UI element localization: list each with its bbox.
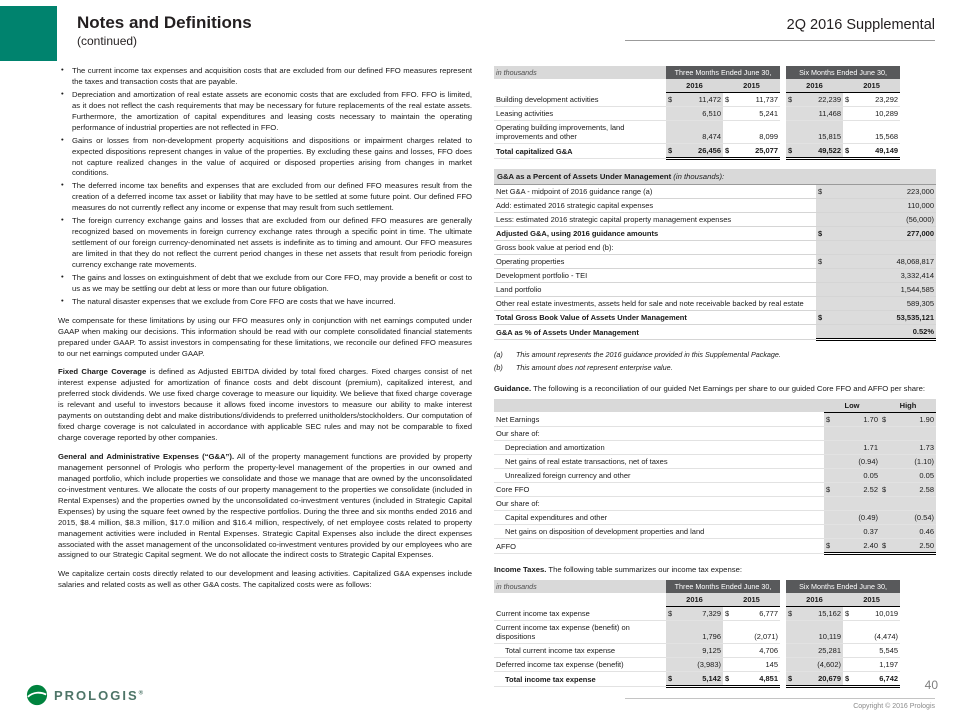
- value-cell: 22,239: [795, 93, 843, 107]
- value-cell: 0.52%: [829, 325, 936, 340]
- value-cell: 1,197: [852, 657, 900, 671]
- value-cell: 8,099: [732, 121, 780, 144]
- value-cell: [889, 426, 936, 440]
- table-row: [494, 510, 936, 524]
- currency-cell: $: [880, 482, 889, 496]
- value-cell: 6,742: [852, 671, 900, 686]
- table-row: [494, 311, 936, 325]
- paragraph-text: We capitalize certain costs directly related to our development and leasing activities. Capitalized G&A expenses include salaries and related costs as well as other G&A costs. The capitalized costs were as follows:: [58, 569, 472, 590]
- currency-cell: $: [824, 412, 833, 426]
- year-header: 2016: [786, 79, 843, 93]
- registered-mark: ®: [138, 690, 146, 697]
- year-header: 2015: [843, 593, 900, 607]
- row-label: Leasing activities: [494, 107, 666, 121]
- table-row: [494, 107, 900, 121]
- value-cell: 4,706: [732, 643, 780, 657]
- currency-cell: $: [723, 93, 732, 107]
- row-label: Operating building improvements, land improvements and other: [494, 121, 666, 144]
- currency-cell: [880, 454, 889, 468]
- table-row: [494, 241, 936, 255]
- value-cell: 1.70: [833, 412, 880, 426]
- value-cell: 15,568: [852, 121, 900, 144]
- value-cell: 1.73: [889, 440, 936, 454]
- bullet-item: • The current income tax expenses and acquisition costs that are excluded from our defined FFO measures represent the taxes and transaction costs that are payable.: [58, 66, 472, 88]
- value-cell: 15,815: [795, 121, 843, 144]
- value-cell: 1,796: [675, 620, 723, 643]
- currency-cell: [824, 426, 833, 440]
- row-label: Adjusted G&A, using 2016 guidance amounts: [494, 227, 816, 241]
- currency-cell: [666, 657, 675, 671]
- currency-cell: [723, 121, 732, 144]
- currency-cell: [880, 426, 889, 440]
- value-cell: 2.58: [889, 482, 936, 496]
- value-cell: 145: [732, 657, 780, 671]
- table-row: [494, 606, 900, 620]
- currency-cell: [824, 524, 833, 538]
- row-label: Gross book value at period end (b):: [494, 241, 816, 255]
- paragraph-income-taxes-intro: [494, 565, 936, 576]
- value-cell: 5,142: [675, 671, 723, 686]
- bullet-item: • The foreign currency exchange gains and losses that are excluded from our defined FFO measures are generally recognized based on movements in foreign currency exchange rates through a specific point in time. The ultimate settlement of our foreign currency-denominated net assets is indefinite as to timing and amount. Our FFO measures are limited in that they do not reflect the current period changes in these net assets that result from periodic foreign currency exchange rate movements.: [58, 216, 472, 271]
- currency-cell: [816, 283, 829, 297]
- table-row: [494, 496, 936, 510]
- currency-cell: $: [824, 482, 833, 496]
- value-cell: 1.90: [889, 412, 936, 426]
- value-cell: 25,077: [732, 144, 780, 159]
- value-cell: 2.40: [833, 538, 880, 553]
- currency-cell: [816, 241, 829, 255]
- value-cell: 1,544,585: [829, 283, 936, 297]
- year-header: 2016: [786, 593, 843, 607]
- bullet-item: • The deferred income tax benefits and expenses that are excluded from our defined FFO measures result from the creation of a deferred income tax asset or liability that may have to be settled at some future point. Our defined FFO measures do not currently reflect any income or expense that may result from such settlement.: [58, 181, 472, 214]
- table-row: [494, 440, 936, 454]
- page-number: 40: [924, 678, 938, 692]
- value-cell: (0.49): [833, 510, 880, 524]
- copyright-text: Copyright © 2016 Prologis: [625, 698, 935, 710]
- currency-cell: $: [843, 144, 852, 159]
- brand-color-block: [0, 6, 57, 61]
- row-label: Depreciation and amortization: [494, 440, 824, 454]
- footnote-a: [494, 350, 936, 361]
- value-cell: 4,851: [732, 671, 780, 686]
- value-cell: 223,000: [829, 185, 936, 199]
- footnote-mark: (a): [494, 350, 503, 360]
- currency-cell: $: [843, 606, 852, 620]
- currency-cell: [786, 643, 795, 657]
- page-title: Notes and Definitions: [77, 13, 252, 32]
- value-cell: 49,522: [795, 144, 843, 159]
- currency-cell: [843, 107, 852, 121]
- row-label: Current income tax expense: [494, 606, 666, 620]
- value-cell: 5,241: [732, 107, 780, 121]
- year-header: 2015: [843, 79, 900, 93]
- table-row: [494, 199, 936, 213]
- currency-cell: [824, 440, 833, 454]
- page-subtitle: (continued): [77, 34, 138, 48]
- currency-cell: [880, 524, 889, 538]
- value-cell: 0.37: [833, 524, 880, 538]
- prologis-globe-icon: [26, 684, 48, 706]
- currency-cell: [843, 121, 852, 144]
- footnote-mark: (b): [494, 363, 503, 373]
- row-label: Our share of:: [494, 496, 824, 510]
- value-cell: 10,019: [852, 606, 900, 620]
- value-cell: 2.50: [889, 538, 936, 553]
- currency-cell: $: [786, 93, 795, 107]
- value-cell: 48,068,817: [829, 255, 936, 269]
- paragraph-text: We compensate for these limitations by using our FFO measures only in conjunction with net earnings computed under GAAP when making our decisions. This information should be read with our complete consolidated financial statements prepared under GAAP. To assist investors in compensating for these limitations, we reconcile our defined FFO measures to our net earnings computed under GAAP.: [58, 315, 472, 358]
- value-cell: (2,071): [732, 620, 780, 643]
- row-label: Capital expenditures and other: [494, 510, 824, 524]
- empty-cell: [494, 79, 666, 93]
- prologis-wordmark: [54, 688, 145, 703]
- table-row: [494, 657, 900, 671]
- table-row: [494, 524, 936, 538]
- table-units-label: in thousands: [494, 66, 666, 79]
- currency-cell: [723, 620, 732, 643]
- currency-cell: [816, 297, 829, 311]
- table-row: [494, 227, 936, 241]
- row-label: Other real estate investments, assets held for sale and note receivable backed by real estate: [494, 297, 816, 311]
- row-label: Core FFO: [494, 482, 824, 496]
- row-label: Total Gross Book Value of Assets Under Management: [494, 311, 816, 325]
- row-label: Development portfolio - TEI: [494, 269, 816, 283]
- bullet-item: • The natural disaster expenses that we exclude from Core FFO are costs that we have incurred.: [58, 297, 472, 308]
- currency-cell: [786, 121, 795, 144]
- table-row: [494, 620, 900, 643]
- currency-cell: [786, 107, 795, 121]
- currency-cell: [786, 620, 795, 643]
- currency-cell: [843, 620, 852, 643]
- col-group-header: Three Months Ended June 30,: [666, 66, 780, 79]
- value-cell: (4,602): [795, 657, 843, 671]
- currency-cell: [786, 657, 795, 671]
- value-cell: 6,777: [732, 606, 780, 620]
- value-cell: (0.54): [889, 510, 936, 524]
- table-row: [494, 482, 936, 496]
- table-row: [494, 213, 936, 227]
- currency-cell: [816, 213, 829, 227]
- currency-cell: $: [786, 671, 795, 686]
- table-row: [494, 643, 900, 657]
- currency-cell: $: [723, 606, 732, 620]
- currency-cell: $: [816, 227, 829, 241]
- paragraph-text: The following is a reconciliation of our guided Net Earnings per share to our guided Core FFO and AFFO per share:: [531, 383, 926, 393]
- table-row: [494, 121, 900, 144]
- value-cell: 20,679: [795, 671, 843, 686]
- value-cell: 0.05: [889, 468, 936, 482]
- col-group-header: Three Months Ended June 30,: [666, 580, 780, 593]
- currency-cell: $: [666, 671, 675, 686]
- value-cell: (0.94): [833, 454, 880, 468]
- currency-cell: $: [843, 93, 852, 107]
- currency-cell: [824, 510, 833, 524]
- value-cell: 7,329: [675, 606, 723, 620]
- table-row: [494, 325, 936, 340]
- bullet-item: • Gains or losses from non-development property acquisitions and dispositions or impairment charges related to expected dispositions represent changes in value of the properties. By excluding these gains and losses, FFO does not capture realized changes in the value of acquired or disposed properties arising from changes in market conditions.: [58, 136, 472, 180]
- table-row: [494, 454, 936, 468]
- paragraph-fixed-charge-coverage: [58, 367, 472, 444]
- table-row: [494, 412, 936, 426]
- table-row: [494, 269, 936, 283]
- value-cell: (4,474): [852, 620, 900, 643]
- value-cell: 11,472: [675, 93, 723, 107]
- footnote-b: [494, 363, 936, 374]
- currency-cell: $: [880, 538, 889, 553]
- currency-cell: [824, 496, 833, 510]
- footnote-text: This amount does not represent enterprise value.: [516, 363, 673, 373]
- row-label: Building development activities: [494, 93, 666, 107]
- currency-cell: [843, 657, 852, 671]
- table-units-label: in thousands: [494, 580, 666, 593]
- row-label: Operating properties: [494, 255, 816, 269]
- logo-text: PROLOGIS: [54, 687, 139, 703]
- value-cell: (1.10): [889, 454, 936, 468]
- value-cell: 110,000: [829, 199, 936, 213]
- table-row: [494, 671, 900, 686]
- row-label: Our share of:: [494, 426, 824, 440]
- table-row: [494, 255, 936, 269]
- paragraph-guidance-intro: [494, 384, 936, 395]
- currency-cell: [816, 199, 829, 213]
- column-header: High: [880, 399, 936, 413]
- value-cell: [889, 496, 936, 510]
- value-cell: 11,468: [795, 107, 843, 121]
- paragraph-general-admin-expenses: [58, 452, 472, 561]
- paragraph-lead: Income Taxes.: [494, 564, 547, 574]
- currency-cell: $: [880, 412, 889, 426]
- currency-cell: $: [824, 538, 833, 553]
- value-cell: 49,149: [852, 144, 900, 159]
- right-tables-column: [494, 66, 936, 688]
- column-header-row: [494, 399, 936, 413]
- empty-cell: [494, 593, 666, 607]
- currency-cell: $: [816, 255, 829, 269]
- currency-cell: [824, 468, 833, 482]
- value-cell: 6,510: [675, 107, 723, 121]
- value-cell: 589,305: [829, 297, 936, 311]
- currency-cell: $: [666, 144, 675, 159]
- column-header: Low: [824, 399, 880, 413]
- footnote-text: This amount represents the 2016 guidance provided in this Supplemental Package.: [516, 350, 781, 360]
- value-cell: 0.05: [833, 468, 880, 482]
- row-label: Less: estimated 2016 strategic capital property management expenses: [494, 213, 816, 227]
- row-label: Current income tax expense (benefit) on dispositions: [494, 620, 666, 643]
- empty-cell: [494, 399, 824, 413]
- currency-cell: $: [786, 606, 795, 620]
- table-title-suffix: (in thousands):: [671, 172, 725, 182]
- currency-cell: $: [816, 185, 829, 199]
- gna-percent-of-aum-table: [494, 169, 936, 341]
- col-group-header: Six Months Ended June 30,: [786, 66, 900, 79]
- row-label: Deferred income tax expense (benefit): [494, 657, 666, 671]
- guidance-reconciliation-table: [494, 399, 936, 555]
- currency-cell: [666, 121, 675, 144]
- value-cell: 10,289: [852, 107, 900, 121]
- table-row: [494, 185, 936, 199]
- row-label: Total capitalized G&A: [494, 144, 666, 159]
- row-label: Unrealized foreign currency and other: [494, 468, 824, 482]
- value-cell: [829, 241, 936, 255]
- row-label: Net gains on disposition of development properties and land: [494, 524, 824, 538]
- row-label: G&A as % of Assets Under Management: [494, 325, 816, 340]
- currency-cell: [723, 107, 732, 121]
- paragraph-text: The following table summarizes our income tax expense:: [546, 564, 742, 574]
- currency-cell: $: [666, 606, 675, 620]
- row-label: AFFO: [494, 538, 824, 553]
- row-label: Add: estimated 2016 strategic capital expenses: [494, 199, 816, 213]
- col-group-header: Six Months Ended June 30,: [786, 580, 900, 593]
- paragraph-text: All of the property management functions are provided by property management personnel of Prologis who perform the property-level management of the properties in our owned and managed portfolio, which include properties we consolidate and those we manage that are owned by the unconsolidated co-investment ventures. We allocate the costs of our property management to the properties we consolidate (included in Rental Expenses) and the properties owned by the unconsolidated co-investment ventures (included in Strategic Capital Expenses) by using the square feet owned by the respective portfolios. During the three and six months ended 2016 and 2015, $8.4 million, $8.3 million, $17.0 million and $16.4 million, respectively, of net employee costs related to property management activities were included in Rental Expenses. Strategic Capital Expenses also include the direct expenses associated with the asset management of the unconsolidated co-investment ventures provided by our employees who are assigned to our Strategic Capital segment. We do not allocate the indirect costs to Strategic Capital Expenses.: [58, 452, 472, 560]
- table-row: [494, 144, 900, 159]
- year-header: 2015: [723, 593, 780, 607]
- value-cell: 15,162: [795, 606, 843, 620]
- report-label: 2Q 2016 Supplemental: [625, 17, 935, 41]
- row-label: Net gains of real estate transactions, net of taxes: [494, 454, 824, 468]
- currency-cell: [824, 454, 833, 468]
- currency-cell: [880, 496, 889, 510]
- prologis-logo: [26, 684, 145, 706]
- table-title-text: G&A as a Percent of Assets Under Management: [497, 172, 672, 182]
- table-row: [494, 468, 936, 482]
- value-cell: (56,000): [829, 213, 936, 227]
- bullet-item: • The gains and losses on extinguishment of debt that we exclude from our Core FFO, may provide a benefit or cost to us as we may be settling our debt at less or more than our future obligation.: [58, 273, 472, 295]
- year-header: 2016: [666, 79, 723, 93]
- left-text-column: [58, 66, 472, 591]
- currency-cell: [666, 107, 675, 121]
- currency-cell: $: [723, 671, 732, 686]
- row-label: Total current income tax expense: [494, 643, 666, 657]
- value-cell: 8,474: [675, 121, 723, 144]
- table-row: [494, 93, 900, 107]
- value-cell: 5,545: [852, 643, 900, 657]
- paragraph-lead: Guidance.: [494, 383, 532, 393]
- table-title: [494, 169, 936, 185]
- currency-cell: [816, 325, 829, 340]
- currency-cell: $: [666, 93, 675, 107]
- value-cell: 3,332,414: [829, 269, 936, 283]
- year-header: 2016: [666, 593, 723, 607]
- row-label: Land portfolio: [494, 283, 816, 297]
- paragraph-compensate: [58, 316, 472, 360]
- value-cell: 23,292: [852, 93, 900, 107]
- currency-cell: [816, 269, 829, 283]
- income-tax-table: [494, 580, 900, 688]
- table-title-row: [494, 169, 936, 185]
- value-cell: 277,000: [829, 227, 936, 241]
- value-cell: 1.71: [833, 440, 880, 454]
- value-cell: 0.46: [889, 524, 936, 538]
- bullet-item: • Depreciation and amortization of real estate assets are economic costs that are excluded from FFO. FFO is limited, as it does not reflect the cash requirements that may be necessary for future replacements of the real estate assets. Furthermore, the amortization of capital expenditures and leasing costs necessary to maintain the operating performance of industrial properties are not reflected in FFO.: [58, 90, 472, 134]
- value-cell: 2.52: [833, 482, 880, 496]
- currency-cell: [843, 643, 852, 657]
- paragraph-text: is defined as Adjusted EBITDA divided by total fixed charges. Fixed charges consist of net interest expense adjusted for amortization of finance costs and debt discount (premium), capitalized interest, and preferred stock dividends. We use fixed charge coverage to measure our liquidity. We believe that fixed charge coverage is relevant and useful to investors because it allows fixed income investors to measure our ability to make interest payments on outstanding debt and make distributions/dividends to preferred unitholders/stockholders. Our computation of fixed charge coverage is not calculated in accordance with applicable SEC rules and may not be comparable to fixed charge coverage reported by other companies.: [58, 367, 472, 443]
- table-row: [494, 426, 936, 440]
- currency-cell: $: [786, 144, 795, 159]
- currency-cell: [666, 643, 675, 657]
- year-header: 2015: [723, 79, 780, 93]
- row-label: Net G&A - midpoint of 2016 guidance range (a): [494, 185, 816, 199]
- currency-cell: $: [816, 311, 829, 325]
- currency-cell: $: [723, 144, 732, 159]
- table-row: [494, 297, 936, 311]
- value-cell: [833, 426, 880, 440]
- group-header-row: [494, 66, 900, 79]
- currency-cell: [880, 468, 889, 482]
- paragraph-lead: General and Administrative Expenses (“G&A”).: [58, 452, 235, 461]
- currency-cell: $: [843, 671, 852, 686]
- value-cell: 25,281: [795, 643, 843, 657]
- value-cell: (3,983): [675, 657, 723, 671]
- paragraph-lead: Fixed Charge Coverage: [58, 367, 147, 377]
- value-cell: 11,737: [732, 93, 780, 107]
- value-cell: 53,535,121: [829, 311, 936, 325]
- value-cell: [833, 496, 880, 510]
- year-header-row: [494, 79, 900, 93]
- table-row: [494, 538, 936, 553]
- currency-cell: [880, 440, 889, 454]
- year-header-row: [494, 593, 900, 607]
- currency-cell: [666, 620, 675, 643]
- currency-cell: [723, 657, 732, 671]
- currency-cell: [723, 643, 732, 657]
- table-row: [494, 283, 936, 297]
- footnotes: [494, 350, 936, 374]
- row-label: Net Earnings: [494, 412, 824, 426]
- value-cell: 9,125: [675, 643, 723, 657]
- row-label: Total income tax expense: [494, 671, 666, 686]
- group-header-row: [494, 580, 900, 593]
- capitalized-gna-table: [494, 66, 900, 160]
- ffo-limitations-list: [58, 66, 472, 308]
- paragraph-capitalized-costs: [58, 569, 472, 591]
- currency-cell: [880, 510, 889, 524]
- value-cell: 26,456: [675, 144, 723, 159]
- value-cell: 10,119: [795, 620, 843, 643]
